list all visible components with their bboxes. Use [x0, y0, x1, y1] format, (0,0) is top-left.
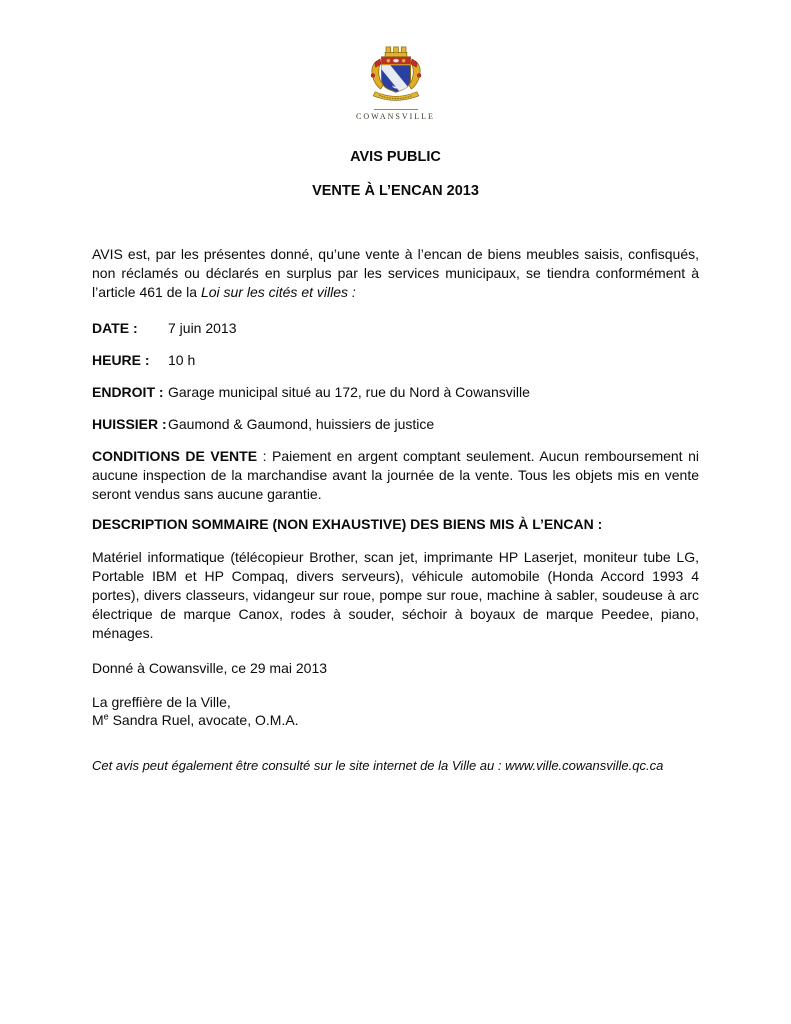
conditions-text: : Paiement en argent comptant seulement. Aucun remboursement ni aucune inspection de la marchandise avant la journée de la vente. Tous les objets mis en vente seront vendus sans aucune garantie. — [92, 448, 699, 502]
detail-row-endroit — [92, 383, 699, 402]
logo-caption: COWANSVILLE — [356, 112, 435, 121]
detail-row-huissier — [92, 415, 699, 434]
intro-paragraph — [92, 245, 699, 302]
signer-name — [92, 711, 699, 729]
description-paragraph: Matériel informatique (télécopieur Brother, scan jet, imprimante HP Laserjet, moniteur tube LG, Portable IBM et HP Compaq, divers serveurs), véhicule automobile (Honda Accord 1993 4 portes), divers classeurs, vidangeur sur roue, pompe sur roue, machine à sabler, soudeuse à arc électrique de marque Canox, rodes à souder, séchoir à boyaux de marque Peedee, piano, ménages. — [92, 549, 699, 641]
logo-divider — [374, 109, 418, 110]
endroit-label: ENDROIT : — [92, 384, 164, 400]
signer-name-prefix: M — [92, 712, 104, 728]
conditions-label: CONDITIONS DE VENTE — [92, 448, 258, 464]
city-logo-block — [92, 44, 699, 121]
closing-dated-line: Donné à Cowansville, ce 29 mai 2013 — [92, 660, 328, 676]
intro-law-reference: Loi sur les cités et villes : — [200, 284, 356, 300]
signer-name-rest: Sandra Ruel, avocate, O.M.A. — [112, 712, 299, 728]
date-value: 7 juin 2013 — [168, 320, 237, 336]
detail-row-heure — [92, 351, 699, 370]
intro-text: AVIS est, par les présentes donné, qu’une vente à l’encan de biens meubles saisis, confisqués, non réclamés ou déclarés en surplus par les services municipaux, se tiendra conformément à l’article 461 de la — [92, 246, 699, 300]
description-heading: DESCRIPTION SOMMAIRE (NON EXHAUSTIVE) DES BIENS MIS À L’ENCAN : — [92, 516, 603, 532]
signer-role: La greffière de la Ville, — [92, 694, 231, 710]
huissier-value: Gaumond & Gaumond, huissiers de justice — [168, 416, 435, 432]
huissier-label: HUISSIER : — [92, 416, 167, 432]
conditions-paragraph — [92, 447, 699, 504]
signer-name-superscript: e — [103, 711, 109, 722]
endroit-value: Garage municipal situé au 172, rue du Nord à Cowansville — [168, 384, 530, 400]
notice-subtitle: VENTE À L’ENCAN 2013 — [312, 183, 479, 199]
auction-details — [92, 319, 699, 434]
cowansville-coat-of-arms-icon — [367, 44, 425, 106]
heure-label: HEURE : — [92, 352, 150, 368]
detail-row-date — [92, 319, 699, 338]
notice-title: AVIS PUBLIC — [350, 149, 441, 165]
date-label: DATE : — [92, 320, 138, 336]
heure-value: 10 h — [168, 352, 196, 368]
website-footer-note: Cet avis peut également être consulté sur le site internet de la Ville au : www.ville.cowansville.qc.ca — [92, 758, 664, 773]
